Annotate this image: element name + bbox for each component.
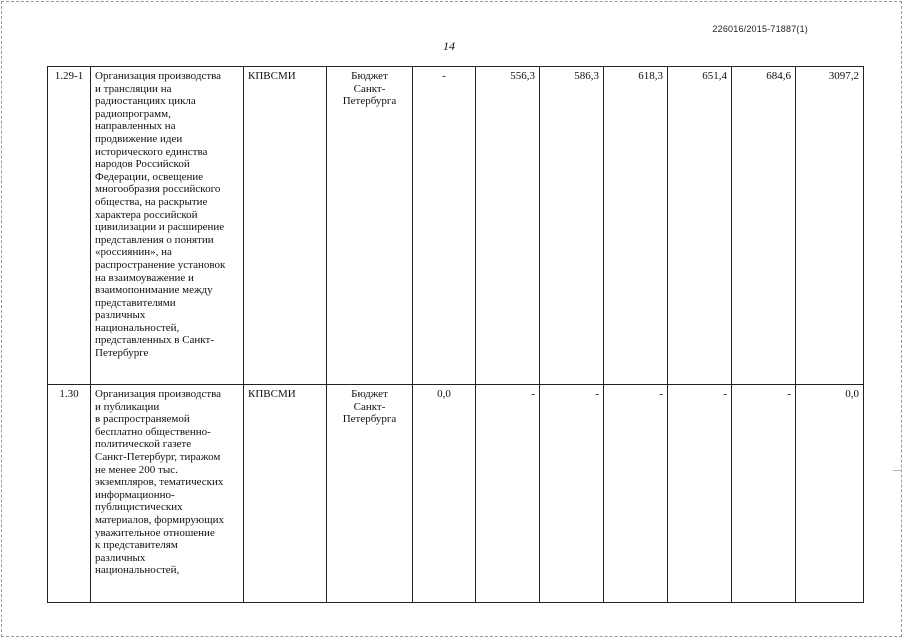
funding-value: 618,3 xyxy=(604,67,668,385)
activity-name-line: в распространяемой xyxy=(95,413,190,426)
page-number: 14 xyxy=(443,39,455,53)
funding-source-cell xyxy=(327,67,413,385)
funding-source-line: Бюджет xyxy=(351,388,388,400)
activity-name-line: Организация производства xyxy=(95,388,222,400)
activity-name-line: публицистических xyxy=(95,501,183,514)
activity-name-line: на взаимоуважение и xyxy=(95,271,194,284)
activity-name-line: различных xyxy=(95,309,146,322)
activity-name-line: бесплатно общественно- xyxy=(95,425,211,438)
activity-name-line: продвижение идеи xyxy=(95,132,183,145)
funding-value: - xyxy=(668,385,732,603)
funding-source-line: Бюджет xyxy=(351,70,388,82)
activity-name-line: Организация производства xyxy=(95,70,222,82)
funding-total: 0,0 xyxy=(796,385,864,603)
funding-value: - xyxy=(732,385,796,603)
activity-name-line: радиопрограмм, xyxy=(95,107,171,120)
row-number: 1.29-1 xyxy=(48,67,91,385)
row-number: 1.30 xyxy=(48,385,91,603)
activity-name-line: не менее 200 тыс. xyxy=(95,463,178,476)
activity-name-line: цивилизации и расширение xyxy=(95,221,225,234)
activity-name-cell xyxy=(91,67,244,385)
funding-value: 651,4 xyxy=(668,67,732,385)
activity-name-line: радиостанциях цикла xyxy=(95,95,196,108)
activity-name-line: распространение установок xyxy=(95,258,226,271)
activity-name-line: Федерации, освещение xyxy=(95,170,204,183)
activity-name-line: представленных в Санкт- xyxy=(95,334,214,347)
activity-name-cell xyxy=(91,385,244,603)
funding-value: - xyxy=(604,385,668,603)
funding-value: 684,6 xyxy=(732,67,796,385)
document-registration-code: 226016/2015-71887(1) xyxy=(712,24,808,34)
activity-name-line: национальностей, xyxy=(95,321,180,334)
funding-source-cell xyxy=(327,385,413,603)
activity-name-line: различных xyxy=(95,551,146,564)
activity-name-line: взаимопонимание между xyxy=(95,284,213,297)
table-row xyxy=(48,67,864,385)
activity-name-line: уважительное отношение xyxy=(95,526,215,539)
activity-name-line: исторического единства xyxy=(95,145,208,158)
funding-source-line: Санкт- xyxy=(353,82,386,95)
activity-name-line: к представителям xyxy=(95,539,178,552)
activity-name-line: народов Российской xyxy=(95,158,190,171)
funding-source-line: Петербурга xyxy=(342,413,397,426)
funding-value: 0,0 xyxy=(413,385,476,603)
funding-source-line: Санкт- xyxy=(353,400,386,413)
funding-value: 556,3 xyxy=(476,67,540,385)
activity-name-line: материалов, формирующих xyxy=(95,513,224,526)
funding-value: - xyxy=(413,67,476,385)
funding-value: - xyxy=(476,385,540,603)
activity-name-line: «россиянин», на xyxy=(95,246,172,259)
program-activities-table xyxy=(47,66,864,603)
activity-name-line: представителями xyxy=(95,296,176,309)
activity-name-line: общества, на раскрытие xyxy=(95,195,208,208)
activity-name-line: экземпляров, тематических xyxy=(95,476,224,489)
activity-name-line: национальностей, xyxy=(95,564,180,577)
responsible-executor: КПВСМИ xyxy=(244,385,327,603)
funding-source-line: Петербурга xyxy=(342,95,397,108)
activity-name-line: Петербурге xyxy=(95,347,149,360)
funding-value: - xyxy=(540,385,604,603)
activity-name-line: информационно- xyxy=(95,488,175,501)
activity-name-line: и трансляции на xyxy=(95,82,172,95)
activity-name-line: характера российской xyxy=(95,208,198,221)
funding-total: 3097,2 xyxy=(796,67,864,385)
scan-edge-mark xyxy=(893,470,901,471)
activity-name-line: направленных на xyxy=(95,120,176,133)
activity-name-line: представления о понятии xyxy=(95,233,214,246)
table-row xyxy=(48,385,864,603)
activity-name-line: Санкт-Петербург, тиражом xyxy=(95,450,221,463)
activity-name-line: и публикации xyxy=(95,400,160,413)
responsible-executor: КПВСМИ xyxy=(244,67,327,385)
activity-name-line: политической газете xyxy=(95,438,192,451)
activity-name-line: многообразия российского xyxy=(95,183,221,196)
funding-value: 586,3 xyxy=(540,67,604,385)
